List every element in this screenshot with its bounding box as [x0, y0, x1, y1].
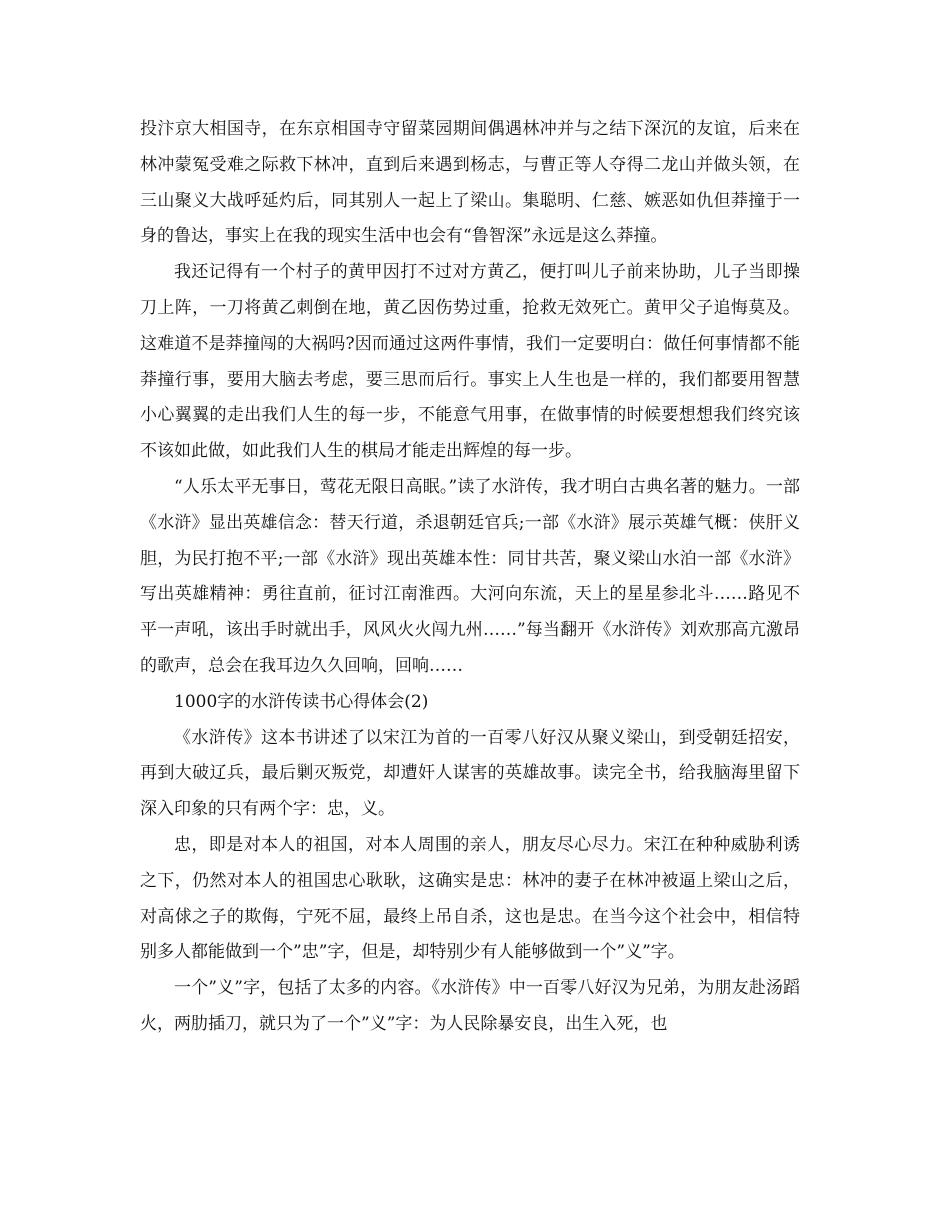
section-heading: 1000字的水浒传读书心得体会(2) [174, 691, 429, 712]
document-body [140, 112, 800, 1043]
paragraph-3: “人乐太平无事日，莺花无限日高眠。”读了水浒传，我才明白古典名著的魅力。一部《水浒》显出英雄信念：替天行道，杀退朝廷官兵;一部《水浒》展示英雄气概：侠肝义胆，为民打抱不平;一部《水浒》现出英雄本性：同甘共苦，聚义梁山水泊一部《水浒》写出英雄精神：勇往直前，征讨江南淮西。大河向东流，天上的星星参北斗……路见不平一声吼，该出手时就出手，风风火火闯九州……”每当翻开《水浒传》刘欢那高亢激昂的歌声，总会在我耳边久久回响，回响…… [140, 476, 800, 676]
paragraph-2: 我还记得有一个村子的黄甲因打不过对方黄乙，便打叫儿子前来协助，儿子当即操刀上阵，一刀将黄乙刺倒在地，黄乙因伤势过重，抢救无效死亡。黄甲父子追悔莫及。这难道不是莽撞闯的大祸吗?因而通过这两件事情，我们一定要明白：做任何事情都不能莽撞行事，要用大脑去考虑，要三思而后行。事实上人生也是一样的，我们都要用智慧小心翼翼的走出我们人生的每一步，不能意气用事，在做事情的时候要想想我们终究该不该如此做，如此我们人生的棋局才能走出辉煌的每一步。 [140, 262, 800, 462]
paragraph-5: 忠，即是对本人的祖国，对本人周围的亲人，朋友尽心尽力。宋江在种种威胁利诱之下，仍然对本人的祖国忠心耿耿，这确实是忠：林冲的妻子在林冲被逼上梁山之后，对高俅之子的欺侮，宁死不屈，最终上吊自杀，这也是忠。在当今这个社会中，相信特别多人都能做到一个”忠”字，但是，却特别少有人能够做到一个”义”字。 [140, 834, 800, 963]
paragraph-4: 《水浒传》这本书讲述了以宋江为首的一百零八好汉从聚义梁山，到受朝廷招安，再到大破辽兵，最后剿灭叛党，却遭奸人谋害的英雄故事。读完全书，给我脑海里留下深入印象的只有两个字：忠，义。 [140, 727, 800, 820]
paragraph-1: 投汴京大相国寺，在东京相国寺守留菜园期间偶遇林冲并与之结下深沉的友谊，后来在林冲蒙冤受难之际救下林冲，直到后来遇到杨志，与曹正等人夺得二龙山并做头领，在三山聚义大战呼延灼后，同其别人一起上了梁山。集聪明、仁慈、嫉恶如仇但莽撞于一身的鲁达，事实上在我的现实生活中也会有“鲁智深”永远是这么莽撞。 [140, 119, 800, 247]
paragraph-6: 一个”义”字，包括了太多的内容。《水浒传》中一百零八好汉为兄弟，为朋友赴汤蹈火，两肋插刀，就只为了一个”义”字：为人民除暴安良，出生入死，也 [140, 978, 800, 1034]
